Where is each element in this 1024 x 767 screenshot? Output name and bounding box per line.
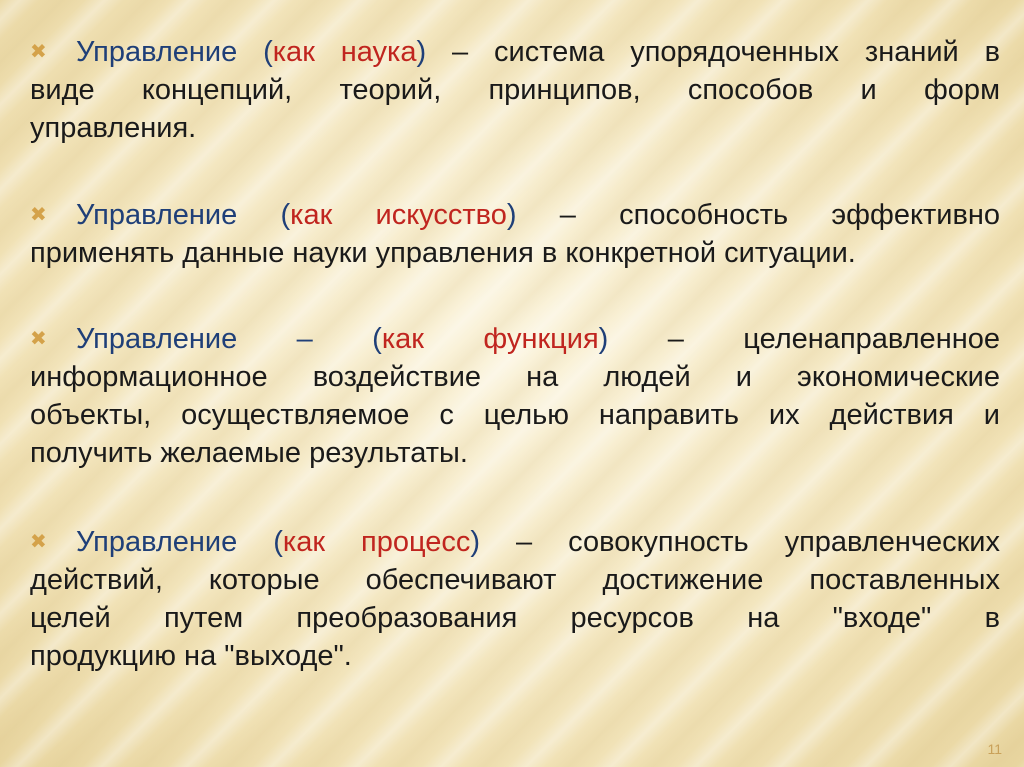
definition-text: – совокупность управленческих: [480, 526, 1000, 558]
x-mark-bullet-icon: ✖: [30, 328, 47, 350]
definition-line: применять данные науки управления в конкретной ситуации.: [30, 237, 856, 269]
definition-function: [30, 320, 1000, 472]
x-mark-bullet-icon: ✖: [30, 204, 47, 226]
paren-close: ): [470, 526, 481, 558]
paren-close: ): [506, 199, 517, 231]
definition-line: [30, 196, 1000, 234]
definition-line: объекты, осуществляемое с целью направить их действия и: [30, 399, 1000, 431]
definition-line: целей путем преобразования ресурсов на "входе" в: [30, 602, 1000, 634]
definition-line: продукцию на "выходе".: [30, 640, 352, 672]
definition-process: [30, 523, 1000, 675]
paren-open: – (: [237, 323, 382, 355]
definition-line: управления.: [30, 112, 197, 144]
paren-open: (: [237, 199, 291, 231]
definition-line: информационное воздействие на людей и экономические: [30, 361, 1000, 393]
paren-open: (: [237, 36, 273, 68]
term: Управление: [76, 36, 238, 68]
definition-line: действий, которые обеспечивают достижение поставленных: [30, 564, 1000, 596]
paren-close: ): [598, 323, 609, 355]
paren-open: (: [237, 526, 283, 558]
page-number: 11: [987, 741, 1002, 757]
kind-label: как искусство: [290, 199, 507, 231]
definition-science: [30, 33, 1000, 147]
definition-line: [30, 320, 1000, 358]
definition-text: – способность эффективно: [516, 199, 1001, 231]
term: Управление: [76, 526, 238, 558]
definition-text: – система упорядоченных знаний в: [426, 36, 1001, 68]
definition-line: получить желаемые результаты.: [30, 437, 468, 469]
paren-close: ): [416, 36, 427, 68]
x-mark-bullet-icon: ✖: [30, 41, 47, 63]
kind-label: как функция: [381, 323, 599, 355]
kind-label: как наука: [272, 36, 417, 68]
definition-line: виде концепций, теорий, принципов, способов и форм: [30, 74, 1000, 106]
definition-line: [30, 523, 1000, 561]
definition-line: [30, 33, 1000, 71]
kind-label: как процесс: [282, 526, 471, 558]
term: Управление: [76, 323, 238, 355]
definition-text: – целенаправленное: [608, 323, 1000, 355]
definition-art: [30, 196, 1000, 272]
term: Управление: [76, 199, 238, 231]
x-mark-bullet-icon: ✖: [30, 531, 47, 553]
